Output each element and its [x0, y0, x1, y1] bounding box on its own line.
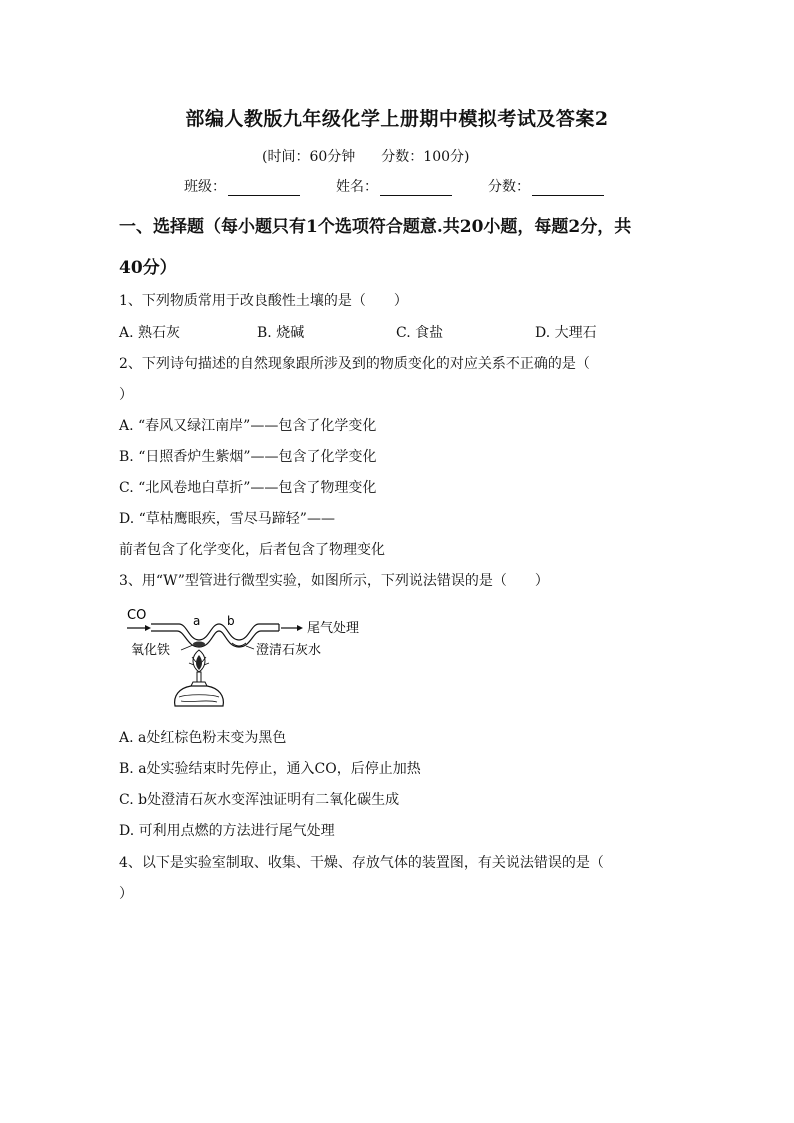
question-4-stem: 4、以下是实验室制取、收集、干燥、存放气体的装置图，有关说法错误的是（ [119, 855, 604, 871]
question-3-option-b: B. a处实验结束时先停止，通入CO，后停止加热 [119, 761, 421, 777]
page-title: 部编人教版九年级化学上册期中模拟考试及答案2 [185, 108, 609, 130]
question-1-option-b: B. 烧碱 [257, 325, 305, 341]
w-tube-outer [151, 624, 279, 640]
question-1-option-d: D. 大理石 [535, 325, 597, 341]
question-2-option-b: B. “日照香炉生紫烟”——包含了化学变化 [119, 449, 377, 465]
exam-subtitle [262, 146, 469, 166]
question-2-option-d: D. “草枯鹰眼疾，雪尽马蹄轻”—— [119, 511, 335, 527]
question-2-option-a: A. “春风又绿江南岸”——包含了化学变化 [119, 418, 377, 434]
lamp-wick [197, 672, 201, 682]
co-arrowhead-icon [145, 625, 151, 631]
score-blank [532, 181, 604, 196]
question-2-option-d-continuation: 前者包含了化学变化，后者包含了物理变化 [119, 542, 385, 558]
score-label: 分数： [488, 179, 530, 195]
section-heading-line1: 一、选择题（每小题只有1个选项符合题意.共20小题，每题2分，共 [119, 217, 632, 237]
class-blank [228, 181, 300, 196]
name-label: 姓名： [336, 179, 378, 195]
score-info: 分数：100分) [381, 149, 470, 165]
score-field [488, 176, 604, 196]
name-field [336, 176, 452, 196]
tail-gas-label: 尾气处理 [307, 621, 360, 636]
question-3-stem: 3、用“W”型管进行微型实验，如图所示，下列说法错误的是（ ） [119, 573, 549, 589]
label-a: a [193, 614, 201, 628]
question-3-option-c: C. b处澄清石灰水变浑浊证明有二氧化碳生成 [119, 792, 400, 808]
label-b: b [227, 614, 235, 628]
class-label: 班级： [184, 179, 226, 195]
class-field [184, 176, 300, 196]
name-blank [380, 181, 452, 196]
question-2-stem: 2、下列诗句描述的自然现象跟所涉及到的物质变化的对应关系不正确的是（ [119, 356, 590, 372]
question-3-option-d: D. 可利用点燃的方法进行尾气处理 [119, 823, 335, 839]
question-1-option-c: C. 食盐 [396, 325, 444, 341]
iron-oxide-label: 氧化铁 [131, 643, 171, 658]
question-2-stem-end: ） [119, 387, 133, 403]
section-heading-line2: 40分） [119, 258, 177, 278]
w-tube-apparatus-diagram [119, 600, 379, 712]
co-label: CO [127, 608, 147, 623]
tail-arrowhead-icon [297, 625, 303, 631]
question-1-stem: 1、下列物质常用于改良酸性土壤的是（ ） [119, 293, 408, 309]
question-3-option-a: A. a处红棕色粉末变为黑色 [119, 730, 287, 746]
time-info: (时间：60分钟 [262, 149, 356, 165]
iron-oxide-powder [193, 642, 205, 647]
question-4-stem-end: ） [119, 886, 133, 902]
question-1-option-a: A. 熟石灰 [119, 325, 181, 341]
limewater-label: 澄清石灰水 [256, 643, 322, 658]
question-2-option-c: C. “北风卷地白草折”——包含了物理变化 [119, 480, 377, 496]
